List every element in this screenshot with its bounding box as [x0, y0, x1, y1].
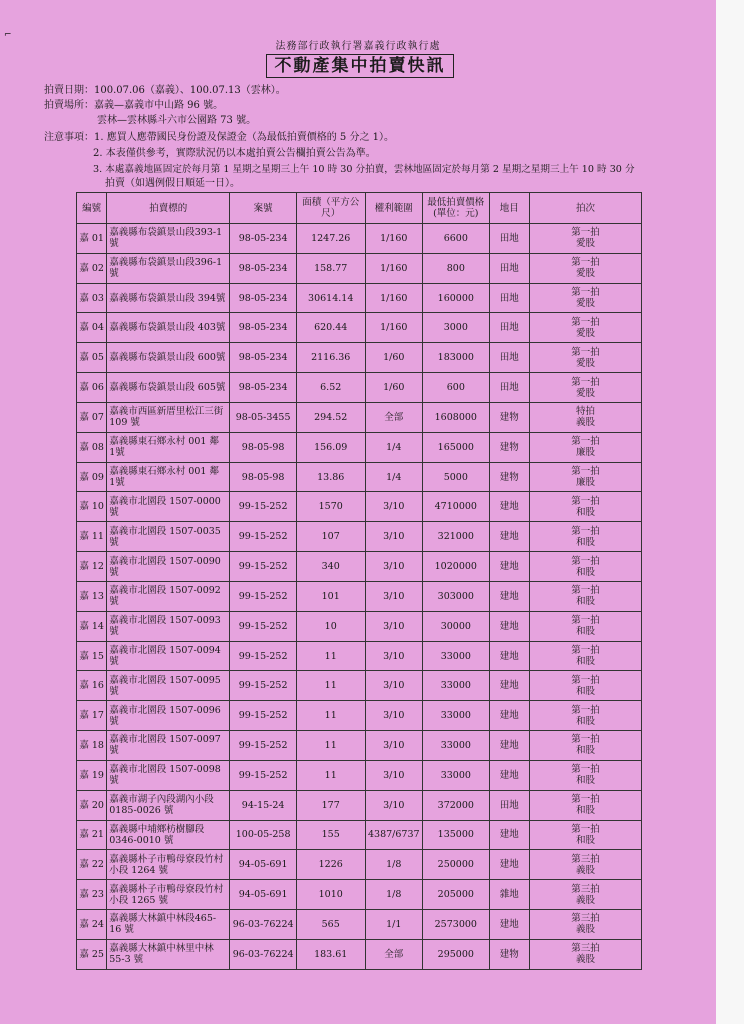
table-row — [77, 343, 642, 373]
cell-area: 13.86 — [296, 462, 365, 492]
share-label: 愛股 — [575, 268, 595, 280]
cell-land: 建地 — [489, 522, 529, 552]
cell-land: 田地 — [489, 790, 529, 820]
round-label: 第一拍 — [571, 287, 600, 299]
share-label: 和股 — [575, 834, 595, 846]
cell-item: 嘉義市北園段 1507-0094號 — [107, 641, 230, 671]
cell-land: 建地 — [489, 492, 529, 522]
cell-item: 嘉義市北園段 1507-0096號 — [107, 701, 230, 731]
cell-id: 嘉 18 — [77, 731, 107, 761]
table-row — [77, 283, 642, 313]
cell-case: 98-05-234 — [230, 313, 297, 343]
cell-round — [529, 611, 641, 641]
cell-land: 田地 — [489, 253, 529, 283]
share-label: 愛股 — [575, 387, 595, 399]
cell-round — [529, 313, 641, 343]
cell-id: 嘉 24 — [77, 910, 107, 940]
cell-price: 5000 — [423, 462, 490, 492]
round-label: 第一拍 — [571, 555, 600, 567]
cell-area: 30614.14 — [296, 283, 365, 313]
cell-case: 98-05-234 — [230, 224, 297, 254]
cell-id: 嘉 23 — [77, 880, 107, 910]
table-row — [77, 820, 642, 850]
cell-case: 99-15-252 — [230, 492, 297, 522]
cell-id: 嘉 17 — [77, 701, 107, 731]
cell-area: 11 — [296, 641, 365, 671]
cell-area: 2116.36 — [296, 343, 365, 373]
cell-area: 1226 — [296, 850, 365, 880]
round-label: 第一拍 — [571, 257, 600, 269]
cell-id: 嘉 01 — [77, 224, 107, 254]
cell-id: 嘉 19 — [77, 760, 107, 790]
cell-case: 98-05-98 — [230, 432, 297, 462]
cell-land: 建地 — [489, 850, 529, 880]
cell-case: 99-15-252 — [230, 611, 297, 641]
round-label: 第三拍 — [571, 883, 600, 895]
cell-rights: 3/10 — [365, 611, 423, 641]
cell-item: 嘉義市北園段 1507-0097號 — [107, 731, 230, 761]
cell-item: 嘉義縣布袋鎮景山段 605號 — [107, 373, 230, 403]
table-row — [77, 313, 642, 343]
cell-price: 1020000 — [423, 552, 490, 582]
cell-rights: 1/160 — [365, 283, 423, 313]
share-label: 義股 — [575, 864, 595, 876]
cell-land: 建地 — [489, 701, 529, 731]
cell-rights: 3/10 — [365, 522, 423, 552]
cell-land: 建地 — [489, 731, 529, 761]
round-label: 第一拍 — [571, 615, 600, 627]
cell-price: 321000 — [423, 522, 490, 552]
cell-price: 800 — [423, 253, 490, 283]
cell-price: 6600 — [423, 224, 490, 254]
cell-round — [529, 462, 641, 492]
cell-round — [529, 701, 641, 731]
document-title: 不動產集中拍賣快訊 — [266, 54, 454, 78]
cell-case: 94-05-691 — [230, 850, 297, 880]
cell-item: 嘉義市北園段 1507-0095號 — [107, 671, 230, 701]
cell-land: 建物 — [489, 462, 529, 492]
cell-case: 99-15-252 — [230, 522, 297, 552]
cell-id: 嘉 02 — [77, 253, 107, 283]
cell-case: 99-15-252 — [230, 671, 297, 701]
table-row — [77, 492, 642, 522]
cell-item: 嘉義市湖子內段湖內小段0185-0026 號 — [107, 790, 230, 820]
cell-round — [529, 432, 641, 462]
cell-area: 107 — [296, 522, 365, 552]
cell-id: 嘉 04 — [77, 313, 107, 343]
round-label: 第三拍 — [571, 943, 600, 955]
header-rights: 權利範圍 — [365, 193, 423, 224]
table-row — [77, 402, 642, 432]
cell-price: 33000 — [423, 731, 490, 761]
cell-area: 294.52 — [296, 402, 365, 432]
share-label: 和股 — [575, 626, 595, 638]
cell-price: 295000 — [423, 939, 490, 969]
cell-round — [529, 492, 641, 522]
table-row — [77, 432, 642, 462]
cell-rights: 1/60 — [365, 343, 423, 373]
cell-land: 建地 — [489, 641, 529, 671]
cell-item: 嘉義縣大林鎮中林段465-16 號 — [107, 910, 230, 940]
table-row — [77, 910, 642, 940]
cell-case: 99-15-252 — [230, 641, 297, 671]
round-label: 第一拍 — [571, 585, 600, 597]
share-label: 和股 — [575, 685, 595, 697]
cell-land: 建地 — [489, 671, 529, 701]
table-row — [77, 224, 642, 254]
cell-round — [529, 402, 641, 432]
cell-round — [529, 671, 641, 701]
cell-case: 98-05-234 — [230, 283, 297, 313]
cell-rights: 1/1 — [365, 910, 423, 940]
cell-price: 372000 — [423, 790, 490, 820]
round-label: 第一拍 — [571, 316, 600, 328]
cell-round — [529, 343, 641, 373]
cell-id: 嘉 03 — [77, 283, 107, 313]
round-label: 特拍 — [575, 406, 595, 418]
cell-rights: 3/10 — [365, 671, 423, 701]
table-row — [77, 701, 642, 731]
cell-land: 建物 — [489, 432, 529, 462]
cell-rights: 1/60 — [365, 373, 423, 403]
table-row — [77, 731, 642, 761]
cell-id: 嘉 14 — [77, 611, 107, 641]
cell-land: 田地 — [489, 373, 529, 403]
table-row — [77, 939, 642, 969]
cell-rights: 1/4 — [365, 432, 423, 462]
cell-rights: 全部 — [365, 402, 423, 432]
table-row — [77, 253, 642, 283]
cell-id: 嘉 16 — [77, 671, 107, 701]
round-label: 第一拍 — [571, 346, 600, 358]
cell-round — [529, 253, 641, 283]
cell-price: 30000 — [423, 611, 490, 641]
cell-id: 嘉 08 — [77, 432, 107, 462]
round-label: 第一拍 — [571, 525, 600, 537]
cell-item: 嘉義縣中埔鄉枋樹腳段0346-0010 號 — [107, 820, 230, 850]
header-land: 地目 — [489, 193, 529, 224]
cell-rights: 1/160 — [365, 253, 423, 283]
note-3-cont: 拍賣（如遇例假日順延一日）。 — [105, 178, 240, 189]
cell-rights: 3/10 — [365, 731, 423, 761]
share-label: 和股 — [575, 656, 595, 667]
cell-item: 嘉義縣布袋鎮景山段 394號 — [107, 283, 230, 313]
cell-price: 3000 — [423, 313, 490, 343]
round-label: 第一拍 — [571, 436, 600, 448]
cell-case: 96-03-76224 — [230, 939, 297, 969]
round-label: 第一拍 — [571, 227, 600, 239]
cell-land: 建物 — [489, 939, 529, 969]
table-row — [77, 552, 642, 582]
cell-price: 33000 — [423, 641, 490, 671]
cell-price: 250000 — [423, 850, 490, 880]
cell-area: 620.44 — [296, 313, 365, 343]
table-header-row — [77, 193, 642, 224]
cell-area: 11 — [296, 671, 365, 701]
cell-area: 1247.26 — [296, 224, 365, 254]
cell-case: 94-15-24 — [230, 790, 297, 820]
cell-item: 嘉義縣朴子市鴨母寮段竹村小段 1265 號 — [107, 880, 230, 910]
auction-venue-1: 拍賣場所：嘉義—嘉義市中山路 96 號。 — [44, 100, 224, 111]
cell-round — [529, 731, 641, 761]
round-label: 第一拍 — [571, 466, 600, 478]
cell-price: 160000 — [423, 283, 490, 313]
table-row — [77, 581, 642, 611]
cell-area: 11 — [296, 701, 365, 731]
note-2: 2. 本表僅供參考，實際狀況仍以本處拍賣公告欄拍賣公告為準。 — [93, 148, 376, 159]
share-label: 愛股 — [575, 357, 595, 369]
cell-price: 205000 — [423, 880, 490, 910]
round-label: 第一拍 — [571, 734, 600, 746]
cell-id: 嘉 22 — [77, 850, 107, 880]
round-label: 第一拍 — [571, 764, 600, 776]
share-label: 義股 — [575, 417, 595, 429]
cell-case: 98-05-234 — [230, 343, 297, 373]
cell-rights: 1/160 — [365, 313, 423, 343]
cell-rights: 1/4 — [365, 462, 423, 492]
table-row — [77, 611, 642, 641]
cell-area: 340 — [296, 552, 365, 582]
share-label: 和股 — [575, 536, 595, 548]
share-label: 和股 — [575, 805, 595, 817]
cell-price: 33000 — [423, 760, 490, 790]
agency-name: 法務部行政執行署嘉義行政執行處 — [275, 41, 441, 52]
cell-area: 158.77 — [296, 253, 365, 283]
header-round: 拍次 — [529, 193, 641, 224]
auction-table — [76, 192, 642, 970]
share-label: 和股 — [575, 596, 595, 608]
round-label: 第一拍 — [571, 645, 600, 656]
cell-area: 11 — [296, 731, 365, 761]
share-label: 廉股 — [575, 477, 595, 489]
cell-land: 建地 — [489, 552, 529, 582]
cell-id: 嘉 11 — [77, 522, 107, 552]
table-row — [77, 462, 642, 492]
cell-id: 嘉 05 — [77, 343, 107, 373]
cell-area: 183.61 — [296, 939, 365, 969]
share-label: 和股 — [575, 715, 595, 727]
cell-land: 建地 — [489, 760, 529, 790]
table-row — [77, 522, 642, 552]
cell-item: 嘉義市北園段 1507-0092號 — [107, 581, 230, 611]
cell-rights: 3/10 — [365, 760, 423, 790]
header-case: 案號 — [230, 193, 297, 224]
cell-price: 600 — [423, 373, 490, 403]
round-label: 第一拍 — [571, 823, 600, 835]
cell-area: 177 — [296, 790, 365, 820]
share-label: 義股 — [575, 894, 595, 906]
cell-land: 建地 — [489, 910, 529, 940]
cell-case: 98-05-234 — [230, 373, 297, 403]
cell-rights: 3/10 — [365, 581, 423, 611]
cell-area: 6.52 — [296, 373, 365, 403]
cell-rights: 1/160 — [365, 224, 423, 254]
cell-item: 嘉義縣東石鄉永村 001 鄰 1號 — [107, 462, 230, 492]
cell-round — [529, 641, 641, 671]
cell-id: 嘉 15 — [77, 641, 107, 671]
page-edge — [716, 0, 744, 1024]
cell-land: 建地 — [489, 820, 529, 850]
table-row — [77, 373, 642, 403]
cell-land: 田地 — [489, 313, 529, 343]
cell-rights: 1/8 — [365, 880, 423, 910]
share-label: 和股 — [575, 745, 595, 757]
cell-round — [529, 224, 641, 254]
cell-rights: 3/10 — [365, 492, 423, 522]
table-row — [77, 880, 642, 910]
cell-item: 嘉義市北園段 1507-0035號 — [107, 522, 230, 552]
cell-id: 嘉 06 — [77, 373, 107, 403]
cell-case: 99-15-252 — [230, 581, 297, 611]
cell-case: 100-05-258 — [230, 820, 297, 850]
cell-area: 1010 — [296, 880, 365, 910]
cell-price: 303000 — [423, 581, 490, 611]
share-label: 愛股 — [575, 238, 595, 250]
cell-round — [529, 283, 641, 313]
cell-round — [529, 760, 641, 790]
cell-item: 嘉義市北園段 1507-0000號 — [107, 492, 230, 522]
note-1: 注意事項：1. 應買人應帶國民身份證及保證金（為最低拍賣價格的 5 分之 1）。 — [44, 132, 394, 143]
note-3: 3. 本處嘉義地區固定於每月第 1 星期之星期三上午 10 時 30 分拍賣，雲林地區固定於每月第 2 星期之星期三上午 10 時 30 分 — [93, 164, 635, 175]
round-label: 第一拍 — [571, 704, 600, 716]
cell-round — [529, 820, 641, 850]
cell-price: 33000 — [423, 671, 490, 701]
table-row — [77, 850, 642, 880]
cell-area: 10 — [296, 611, 365, 641]
cell-id: 嘉 07 — [77, 402, 107, 432]
round-label: 第一拍 — [571, 674, 600, 686]
share-label: 和股 — [575, 506, 595, 518]
cell-id: 嘉 12 — [77, 552, 107, 582]
cell-round — [529, 552, 641, 582]
share-label: 愛股 — [575, 298, 595, 310]
cell-rights: 3/10 — [365, 701, 423, 731]
cell-land: 田地 — [489, 343, 529, 373]
cell-id: 嘉 13 — [77, 581, 107, 611]
cell-item: 嘉義縣大林鎮中林里中林55-3 號 — [107, 939, 230, 969]
cell-price: 135000 — [423, 820, 490, 850]
header-id: 編號 — [77, 193, 107, 224]
cell-id: 嘉 20 — [77, 790, 107, 820]
header-price: 最低拍賣價格(單位：元) — [423, 193, 490, 224]
table-row — [77, 671, 642, 701]
cell-rights: 3/10 — [365, 790, 423, 820]
table-row — [77, 790, 642, 820]
cell-area: 155 — [296, 820, 365, 850]
cell-case: 98-05-3455 — [230, 402, 297, 432]
cell-item: 嘉義縣東石鄉永村 001 鄰 1號 — [107, 432, 230, 462]
table-row — [77, 641, 642, 671]
cell-case: 99-15-252 — [230, 731, 297, 761]
cell-price: 4710000 — [423, 492, 490, 522]
cell-round — [529, 373, 641, 403]
cell-item: 嘉義市北園段 1507-0098號 — [107, 760, 230, 790]
cell-rights: 3/10 — [365, 552, 423, 582]
cell-round — [529, 790, 641, 820]
round-label: 第一拍 — [571, 376, 600, 388]
share-label: 廉股 — [575, 447, 595, 459]
cell-land: 建地 — [489, 611, 529, 641]
cell-price: 1608000 — [423, 402, 490, 432]
header-area: 面積（平方公尺） — [296, 193, 365, 224]
cell-item: 嘉義縣布袋鎮景山段 403號 — [107, 313, 230, 343]
cell-id: 嘉 10 — [77, 492, 107, 522]
cell-id: 嘉 25 — [77, 939, 107, 969]
cell-item: 嘉義縣布袋鎮景山段396-1 號 — [107, 253, 230, 283]
cell-case: 99-15-252 — [230, 552, 297, 582]
cell-price: 165000 — [423, 432, 490, 462]
cell-case: 98-05-234 — [230, 253, 297, 283]
cell-land: 雜地 — [489, 880, 529, 910]
cell-case: 98-05-98 — [230, 462, 297, 492]
cell-area: 11 — [296, 760, 365, 790]
share-label: 和股 — [575, 566, 595, 578]
cell-item: 嘉義縣布袋鎮景山段 600號 — [107, 343, 230, 373]
cell-id: 嘉 21 — [77, 820, 107, 850]
round-label: 第三拍 — [571, 853, 600, 865]
round-label: 第一拍 — [571, 794, 600, 806]
cell-case: 99-15-252 — [230, 760, 297, 790]
cell-land: 建物 — [489, 402, 529, 432]
auction-dates: 拍賣日期：100.07.06（嘉義）、100.07.13（雲林）。 — [44, 85, 286, 96]
share-label: 義股 — [575, 924, 595, 936]
cell-area: 101 — [296, 581, 365, 611]
cell-round — [529, 880, 641, 910]
cell-land: 田地 — [489, 283, 529, 313]
share-label: 愛股 — [575, 327, 595, 339]
cell-round — [529, 939, 641, 969]
cell-price: 33000 — [423, 701, 490, 731]
cell-area: 156.09 — [296, 432, 365, 462]
cell-item: 嘉義市西區新厝里松江三街 109 號 — [107, 402, 230, 432]
cell-price: 183000 — [423, 343, 490, 373]
cell-item: 嘉義縣朴子市鴨母寮段竹村小段 1264 號 — [107, 850, 230, 880]
round-label: 第一拍 — [571, 495, 600, 507]
cell-case: 96-03-76224 — [230, 910, 297, 940]
cell-item: 嘉義市北園段 1507-0090號 — [107, 552, 230, 582]
cell-land: 田地 — [489, 224, 529, 254]
cell-land: 建地 — [489, 581, 529, 611]
auction-venue-2: 雲林—雲林縣斗六市公園路 73 號。 — [97, 115, 257, 126]
share-label: 義股 — [575, 954, 595, 966]
cell-item: 嘉義市北園段 1507-0093號 — [107, 611, 230, 641]
table-row — [77, 760, 642, 790]
cell-case: 99-15-252 — [230, 701, 297, 731]
cell-id: 嘉 09 — [77, 462, 107, 492]
cell-rights: 1/8 — [365, 850, 423, 880]
cell-round — [529, 522, 641, 552]
share-label: 和股 — [575, 775, 595, 787]
cell-rights: 全部 — [365, 939, 423, 969]
margin-mark: ⌐ — [4, 30, 12, 40]
round-label: 第三拍 — [571, 913, 600, 925]
cell-round — [529, 910, 641, 940]
cell-round — [529, 581, 641, 611]
cell-price: 2573000 — [423, 910, 490, 940]
cell-area: 1570 — [296, 492, 365, 522]
header-item: 拍賣標的 — [107, 193, 230, 224]
cell-area: 565 — [296, 910, 365, 940]
cell-item: 嘉義縣布袋鎮景山段393-1 號 — [107, 224, 230, 254]
cell-rights: 3/10 — [365, 641, 423, 671]
cell-rights: 4387/6737 — [365, 820, 423, 850]
cell-round — [529, 850, 641, 880]
cell-case: 94-05-691 — [230, 880, 297, 910]
